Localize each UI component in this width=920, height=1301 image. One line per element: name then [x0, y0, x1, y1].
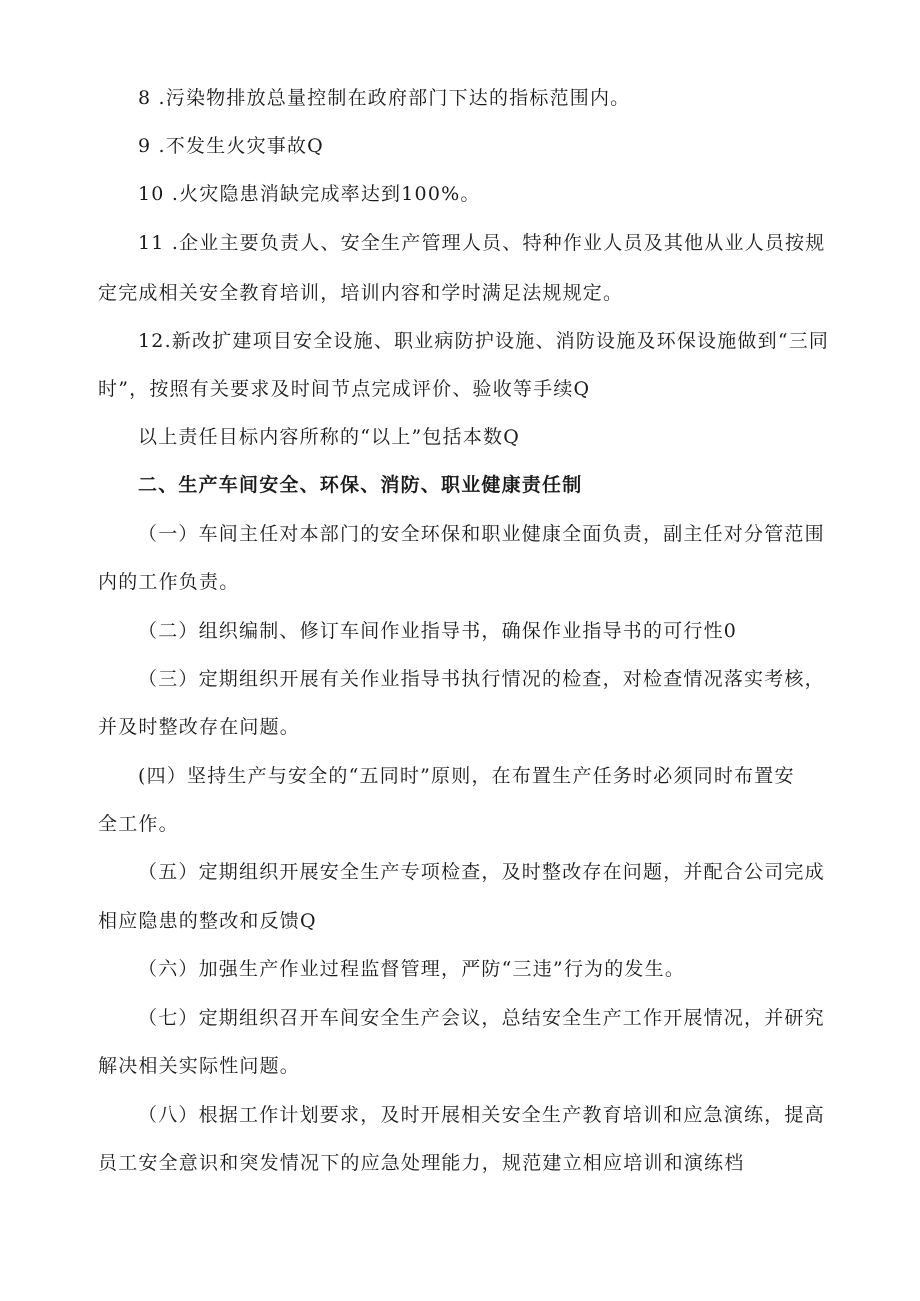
- clause-1-line-2: 内的工作负责。: [98, 571, 240, 593]
- item-8: 8 .污染物排放总量控制在政府部门下达的指标范围内。: [138, 87, 631, 109]
- scope-note: 以上责任目标内容所称的“以上”包括本数Q: [138, 426, 521, 448]
- clause-3-line-1: （三）定期组织开展有关作业指导书执行情况的检查，对检查情况落实考核，: [138, 668, 825, 690]
- item-12-line-1: 12.新改扩建项目安全设施、职业病防护设施、消防设施及环保设施做到“三同: [138, 330, 830, 352]
- clause-4-line-2: 全工作。: [98, 813, 179, 835]
- clause-5-line-1: （五）定期组织开展安全生产专项检查，及时整改存在问题，并配合公司完成: [138, 861, 825, 883]
- clause-6: （六）加强生产作业过程监督管理，严防“三违”行为的发生。: [138, 958, 686, 980]
- item-12-line-2: 时”，按照有关要求及时间节点完成评价、验收等手续Q: [98, 378, 591, 400]
- section-heading: 二、生产车间安全、环保、消防、职业健康责任制: [138, 474, 583, 496]
- clause-4-line-1: (四）坚持生产与安全的“五同时”原则，在布置生产任务时必须同时布置安: [138, 765, 795, 787]
- item-11-line-1: 11 .企业主要负责人、安全生产管理人员、特种作业人员及其他从业人员按规: [138, 232, 826, 254]
- clause-3-line-2: 并及时整改存在问题。: [98, 716, 301, 738]
- clause-8-line-1: （八）根据工作计划要求，及时开展相关安全生产教育培训和应急演练，提高: [138, 1104, 825, 1126]
- clause-1-line-1: （一）车间主任对本部门的安全环保和职业健康全面负责，副主任对分管范围: [138, 523, 825, 545]
- clause-2: （二）组织编制、修订车间作业指导书，确保作业指导书的可行性0: [138, 620, 738, 642]
- clause-7-line-2: 解决相关实际性问题。: [98, 1055, 301, 1077]
- item-10: 10 .火灾隐患消缺完成率达到100%。: [138, 183, 481, 205]
- clause-8-line-2: 员工安全意识和突发情况下的应急处理能力，规范建立相应培训和演练档: [98, 1152, 745, 1174]
- clause-7-line-1: （七）定期组织召开车间安全生产会议，总结安全生产工作开展情况，并研究: [138, 1007, 825, 1029]
- clause-5-line-2: 相应隐患的整改和反馈Q: [98, 910, 317, 932]
- item-11-line-2: 定完成相关安全教育培训，培训内容和学时满足法规规定。: [98, 282, 624, 304]
- item-9: 9 .不发生火灾事故Q: [138, 135, 324, 157]
